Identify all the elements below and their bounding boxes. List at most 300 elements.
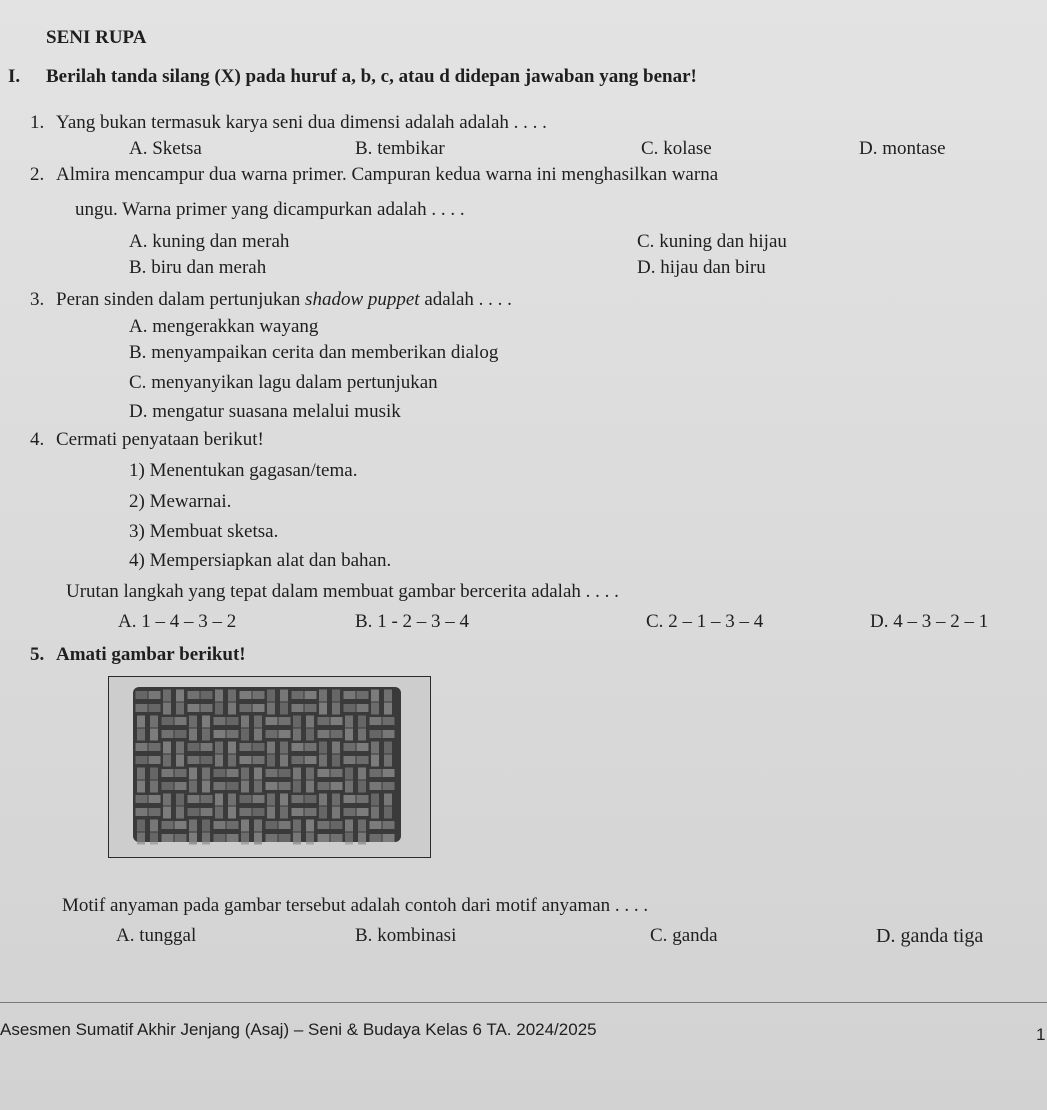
step-number: 3) xyxy=(129,521,145,542)
weave-strip xyxy=(136,795,148,803)
weave-strip xyxy=(202,820,210,832)
weave-strip xyxy=(345,729,353,741)
weave-strip xyxy=(202,729,210,741)
weave-strip xyxy=(176,794,184,806)
option-text: hijau dan biru xyxy=(660,257,766,278)
option-letter: B. xyxy=(129,257,147,278)
weave-strip xyxy=(331,717,343,725)
weave-strip xyxy=(240,704,252,712)
weave-strip xyxy=(266,717,278,725)
option-letter: A. xyxy=(129,316,148,337)
weave-strip xyxy=(189,820,197,832)
woven-mat-pattern xyxy=(109,677,429,856)
weave-strip xyxy=(214,782,226,790)
question-text-continued: ungu. Warna primer yang dicampurkan adalah . . . . xyxy=(75,199,465,220)
weave-strip xyxy=(136,743,148,751)
option-d[interactable] xyxy=(876,925,983,947)
weave-strip xyxy=(189,768,197,780)
option-letter: C. xyxy=(650,925,668,946)
weave-strip xyxy=(293,716,301,728)
weave-strip xyxy=(344,691,356,699)
subject-title: SENI RUPA xyxy=(46,27,147,48)
weave-strip xyxy=(305,691,317,699)
weave-strip xyxy=(175,769,187,777)
weave-strip xyxy=(241,820,249,832)
weave-strip xyxy=(163,703,171,715)
weave-strip xyxy=(201,743,213,751)
weave-strip xyxy=(345,768,353,780)
option-letter: D. xyxy=(870,611,889,632)
step-text: Menentukan gagasan/tema. xyxy=(149,460,358,481)
option-letter: A. xyxy=(129,138,148,159)
weave-strip xyxy=(331,769,343,777)
weave-strip xyxy=(214,821,226,829)
weave-strip xyxy=(331,730,343,738)
weave-strip xyxy=(189,716,197,728)
weave-strip xyxy=(137,716,145,728)
option-letter: D. xyxy=(129,401,148,422)
footer-text: Asesmen Sumatif Akhir Jenjang (Asaj) – Seni & Budaya Kelas 6 TA. 2024/2025 xyxy=(0,1020,597,1039)
question-text: Cermati penyataan berikut! xyxy=(56,429,264,450)
weave-strip xyxy=(267,755,275,767)
weave-strip xyxy=(188,704,200,712)
option-d[interactable] xyxy=(859,138,946,160)
weave-strip xyxy=(332,794,340,806)
option-c[interactable] xyxy=(129,372,438,394)
weave-strip xyxy=(280,742,288,754)
weave-strip xyxy=(345,820,353,832)
weave-strip xyxy=(188,756,200,764)
weave-strip xyxy=(175,730,187,738)
weave-strip xyxy=(253,691,265,699)
weave-strip xyxy=(202,768,210,780)
weave-strip xyxy=(136,691,148,699)
weave-strip xyxy=(371,755,379,767)
weave-strip xyxy=(266,834,278,842)
weave-strip xyxy=(358,820,366,832)
weave-strip xyxy=(175,782,187,790)
weave-strip xyxy=(280,690,288,702)
weave-strip xyxy=(175,821,187,829)
option-text: biru dan merah xyxy=(151,257,267,278)
option-b[interactable] xyxy=(129,257,266,279)
weave-strip xyxy=(357,756,369,764)
weave-strip xyxy=(254,833,262,845)
weave-strip xyxy=(344,756,356,764)
weave-strip xyxy=(292,808,304,816)
weave-strip xyxy=(267,742,275,754)
option-d[interactable] xyxy=(637,257,766,279)
option-text: mengerakkan wayang xyxy=(152,316,319,337)
weave-strip xyxy=(175,717,187,725)
question-prompt: Urutan langkah yang tepat dalam membuat gambar bercerita adalah . . . . xyxy=(66,581,619,602)
step-number: 4) xyxy=(129,550,145,571)
weave-strip xyxy=(383,769,395,777)
option-letter: C. xyxy=(641,138,659,159)
weave-strip xyxy=(383,821,395,829)
question-number: 2. xyxy=(30,164,45,185)
weave-strip xyxy=(306,716,314,728)
weave-strip xyxy=(214,834,226,842)
option-text: tunggal xyxy=(139,925,197,946)
option-letter: C. xyxy=(129,372,147,393)
weave-strip xyxy=(267,703,275,715)
weave-strip xyxy=(319,703,327,715)
weave-strip xyxy=(241,768,249,780)
weave-strip xyxy=(306,833,314,845)
weave-strip xyxy=(215,690,223,702)
weave-strip xyxy=(227,821,239,829)
option-text: kuning dan merah xyxy=(152,231,290,252)
weave-strip xyxy=(370,821,382,829)
weave-strip xyxy=(370,717,382,725)
option-a[interactable] xyxy=(129,316,318,338)
weave-strip xyxy=(305,756,317,764)
weave-strip xyxy=(370,834,382,842)
weave-strip xyxy=(162,821,174,829)
weave-strip xyxy=(240,808,252,816)
weave-strip xyxy=(215,755,223,767)
weave-strip xyxy=(267,807,275,819)
weave-strip xyxy=(254,729,262,741)
weave-strip xyxy=(332,755,340,767)
weave-strip xyxy=(279,821,291,829)
weave-strip xyxy=(306,729,314,741)
weave-strip xyxy=(137,833,145,845)
weave-strip xyxy=(279,834,291,842)
weave-strip xyxy=(228,807,236,819)
option-text: ganda tiga xyxy=(900,925,984,947)
weave-strip xyxy=(137,729,145,741)
weave-strip xyxy=(149,756,161,764)
weave-strip xyxy=(227,730,239,738)
weave-strip xyxy=(318,730,330,738)
weave-strip xyxy=(227,834,239,842)
weave-strip xyxy=(267,794,275,806)
weave-strip xyxy=(137,820,145,832)
weave-strip xyxy=(358,729,366,741)
weave-strip xyxy=(370,730,382,738)
option-d[interactable] xyxy=(129,401,401,423)
step-4 xyxy=(129,550,391,572)
step-text: Mewarnai. xyxy=(149,491,232,512)
weave-strip xyxy=(137,768,145,780)
question-number: 3. xyxy=(30,289,45,310)
weave-strip xyxy=(227,769,239,777)
question-text-italic: shadow puppet xyxy=(305,289,420,310)
weave-strip xyxy=(371,703,379,715)
option-letter: B. xyxy=(129,342,147,363)
weave-strip xyxy=(150,833,158,845)
weave-strip xyxy=(331,821,343,829)
option-text: kuning dan hijau xyxy=(659,231,787,252)
step-text: Mempersiapkan alat dan bahan. xyxy=(149,550,392,571)
weave-strip xyxy=(293,833,301,845)
option-letter: D. xyxy=(859,138,878,159)
weave-strip xyxy=(332,690,340,702)
weave-strip xyxy=(176,703,184,715)
weave-strip xyxy=(254,781,262,793)
weave-strip xyxy=(383,717,395,725)
weave-strip xyxy=(163,794,171,806)
weave-strip xyxy=(163,690,171,702)
weave-strip xyxy=(254,768,262,780)
question-text: Almira mencampur dua warna primer. Campuran kedua warna ini menghasilkan warna xyxy=(56,164,719,185)
option-text: 1 - 2 – 3 – 4 xyxy=(377,611,470,632)
option-text: menyanyikan lagu dalam pertunjukan xyxy=(151,372,438,393)
weave-strip xyxy=(176,807,184,819)
option-d[interactable] xyxy=(870,611,988,633)
option-text: kombinasi xyxy=(377,925,457,946)
weave-strip xyxy=(332,703,340,715)
weave-strip xyxy=(162,834,174,842)
weave-strip xyxy=(189,833,197,845)
weave-strip xyxy=(214,717,226,725)
option-text: montase xyxy=(882,138,946,159)
weave-strip xyxy=(227,717,239,725)
weave-strip xyxy=(319,807,327,819)
weave-strip xyxy=(201,756,213,764)
weave-strip xyxy=(240,743,252,751)
weave-strip xyxy=(358,781,366,793)
option-a[interactable] xyxy=(116,925,196,947)
woven-mat-photo xyxy=(108,676,431,858)
option-text: 4 – 3 – 2 – 1 xyxy=(893,611,989,632)
weave-strip xyxy=(266,769,278,777)
weave-strip xyxy=(319,742,327,754)
weave-strip xyxy=(292,795,304,803)
weave-strip xyxy=(371,794,379,806)
weave-strip xyxy=(331,834,343,842)
question-text xyxy=(56,289,512,311)
weave-strip xyxy=(136,808,148,816)
weave-strip xyxy=(227,782,239,790)
weave-strip xyxy=(175,834,187,842)
weave-strip xyxy=(201,795,213,803)
option-text: Sketsa xyxy=(152,138,202,159)
weave-strip xyxy=(228,742,236,754)
weave-strip xyxy=(240,756,252,764)
weave-strip xyxy=(293,768,301,780)
weave-strip xyxy=(371,690,379,702)
weave-strip xyxy=(241,716,249,728)
option-a[interactable] xyxy=(118,611,236,633)
option-b[interactable] xyxy=(355,138,445,160)
question-text: Yang bukan termasuk karya seni dua dimensi adalah adalah . . . . xyxy=(56,112,547,133)
weave-strip xyxy=(384,755,392,767)
weave-strip xyxy=(384,703,392,715)
question-number: 1. xyxy=(30,112,45,133)
question-text: Amati gambar berikut! xyxy=(56,644,246,665)
option-b[interactable] xyxy=(355,925,456,947)
weave-strip xyxy=(215,703,223,715)
weave-strip xyxy=(306,820,314,832)
option-text: menyampaikan cerita dan memberikan dialog xyxy=(151,342,499,363)
weave-strip xyxy=(384,690,392,702)
weave-strip xyxy=(149,691,161,699)
weave-strip xyxy=(254,716,262,728)
weave-strip xyxy=(176,755,184,767)
weave-strip xyxy=(149,743,161,751)
weave-strip xyxy=(280,703,288,715)
option-letter: B. xyxy=(355,925,373,946)
weave-strip xyxy=(279,730,291,738)
weave-strip xyxy=(189,781,197,793)
weave-strip xyxy=(344,743,356,751)
weave-strip xyxy=(358,768,366,780)
weave-strip xyxy=(241,833,249,845)
step-number: 1) xyxy=(129,460,145,481)
weave-strip xyxy=(150,781,158,793)
weave-strip xyxy=(344,808,356,816)
question-text-post: adalah . . . . xyxy=(419,289,512,310)
page-number: 1 xyxy=(1036,1025,1046,1044)
option-letter: A. xyxy=(118,611,137,632)
weave-strip xyxy=(319,690,327,702)
weave-strip xyxy=(384,742,392,754)
option-letter: A. xyxy=(116,925,135,946)
weave-strip xyxy=(280,807,288,819)
weave-strip xyxy=(162,730,174,738)
option-letter: A. xyxy=(129,231,148,252)
weave-strip xyxy=(357,704,369,712)
weave-strip xyxy=(176,690,184,702)
weave-strip xyxy=(253,808,265,816)
weave-strip xyxy=(162,782,174,790)
weave-strip xyxy=(149,704,161,712)
weave-strip xyxy=(332,807,340,819)
weave-strip xyxy=(176,742,184,754)
option-c[interactable] xyxy=(646,611,763,633)
weave-strip xyxy=(228,794,236,806)
weave-strip xyxy=(150,768,158,780)
weave-strip xyxy=(279,717,291,725)
weave-strip xyxy=(149,795,161,803)
weave-strip xyxy=(345,833,353,845)
weave-strip xyxy=(280,755,288,767)
option-b[interactable] xyxy=(129,342,498,364)
weave-strip xyxy=(383,730,395,738)
option-text: ganda xyxy=(672,925,718,946)
weave-strip xyxy=(253,756,265,764)
weave-strip xyxy=(305,704,317,712)
weave-strip xyxy=(149,808,161,816)
weave-strip xyxy=(293,820,301,832)
weave-strip xyxy=(332,742,340,754)
weave-strip xyxy=(215,807,223,819)
weave-strip xyxy=(136,756,148,764)
step-text: Membuat sketsa. xyxy=(149,521,279,542)
weave-strip xyxy=(292,756,304,764)
weave-strip xyxy=(319,794,327,806)
weave-strip xyxy=(188,691,200,699)
weave-strip xyxy=(292,743,304,751)
option-text: tembikar xyxy=(377,138,445,159)
weave-strip xyxy=(279,782,291,790)
step-2 xyxy=(129,491,231,513)
weave-strip xyxy=(344,704,356,712)
weave-strip xyxy=(241,729,249,741)
weave-strip xyxy=(240,691,252,699)
weave-strip xyxy=(188,795,200,803)
weave-strip xyxy=(344,795,356,803)
weave-strip xyxy=(150,820,158,832)
weave-strip xyxy=(163,807,171,819)
weave-strip xyxy=(137,781,145,793)
weave-strip xyxy=(345,716,353,728)
weave-strip xyxy=(383,834,395,842)
question-text-pre: Peran sinden dalam pertunjukan xyxy=(56,289,306,310)
option-c[interactable] xyxy=(641,138,712,160)
weave-strip xyxy=(188,808,200,816)
weave-strip xyxy=(292,704,304,712)
weave-strip xyxy=(214,769,226,777)
weave-strip xyxy=(228,703,236,715)
weave-strip xyxy=(253,795,265,803)
weave-strip xyxy=(345,781,353,793)
weave-strip xyxy=(371,742,379,754)
option-c[interactable] xyxy=(637,231,787,253)
weave-strip xyxy=(214,730,226,738)
weave-strip xyxy=(293,729,301,741)
weave-strip xyxy=(253,704,265,712)
weave-strip xyxy=(370,769,382,777)
option-c[interactable] xyxy=(650,925,718,947)
weave-strip xyxy=(150,729,158,741)
weave-strip xyxy=(357,743,369,751)
option-a[interactable] xyxy=(129,231,289,253)
weave-strip xyxy=(357,691,369,699)
option-a[interactable] xyxy=(129,138,202,160)
weave-strip xyxy=(215,742,223,754)
weave-strip xyxy=(280,794,288,806)
section-number: I. xyxy=(8,66,21,87)
weave-strip xyxy=(201,691,213,699)
step-3 xyxy=(129,521,278,543)
weave-strip xyxy=(318,717,330,725)
weave-strip xyxy=(136,704,148,712)
option-b[interactable] xyxy=(355,611,469,633)
weave-strip xyxy=(266,782,278,790)
weave-strip xyxy=(202,781,210,793)
weave-strip xyxy=(357,795,369,803)
weave-strip xyxy=(370,782,382,790)
weave-strip xyxy=(215,794,223,806)
weave-strip xyxy=(305,743,317,751)
weave-strip xyxy=(318,834,330,842)
weave-strip xyxy=(319,755,327,767)
weave-strip xyxy=(305,808,317,816)
weave-strip xyxy=(306,768,314,780)
question-number: 5. xyxy=(30,644,45,665)
weave-strip xyxy=(384,807,392,819)
weave-strip xyxy=(331,782,343,790)
option-letter: D. xyxy=(876,925,896,947)
weave-strip xyxy=(279,769,291,777)
option-letter: B. xyxy=(355,611,373,632)
weave-strip xyxy=(162,717,174,725)
weave-strip xyxy=(318,821,330,829)
weave-strip xyxy=(318,782,330,790)
option-text: kolase xyxy=(663,138,712,159)
weave-strip xyxy=(228,690,236,702)
weave-strip xyxy=(240,795,252,803)
weave-strip xyxy=(201,808,213,816)
option-letter: D. xyxy=(637,257,656,278)
weave-strip xyxy=(202,716,210,728)
weave-strip xyxy=(384,794,392,806)
weave-strip xyxy=(241,781,249,793)
